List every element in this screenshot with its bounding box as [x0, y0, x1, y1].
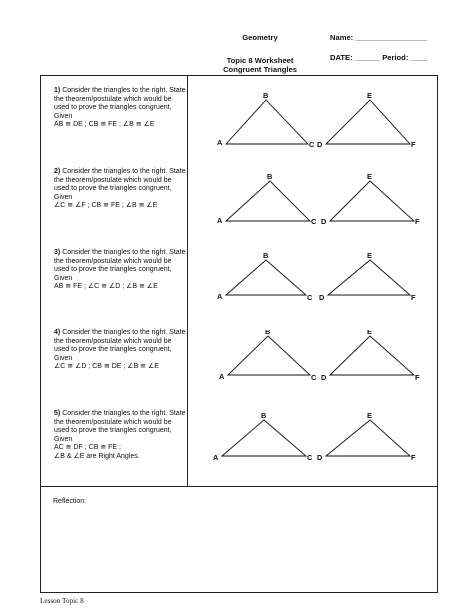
vertex-label: F	[415, 217, 420, 226]
vertex-label: B	[263, 251, 269, 260]
vertex-label: B	[267, 172, 273, 181]
vertex-label: F	[411, 453, 416, 462]
vertex-label: E	[367, 411, 372, 420]
vertex-label: A	[219, 372, 225, 381]
triangle-figure-5	[188, 410, 438, 490]
problem-text: Consider the triangles to the right. State the theorem/postulate which would be used to prove the triangles congruent, Given	[54, 410, 186, 443]
problem-number: 5)	[54, 410, 61, 417]
problem-1	[54, 87, 186, 130]
problem-given: ∠C ≅ ∠D ; CB ≅ DE ; ∠B ≅ ∠E	[54, 363, 159, 371]
vertex-label: E	[367, 91, 372, 100]
problem-text: Consider the triangles to the right. State the theorem/postulate which would be used to prove the triangles congruent, Given	[54, 249, 186, 282]
worksheet-title-line: Topic 8 Worksheet	[226, 56, 294, 65]
problem-given: AB ≅ FE ; ∠C ≅ ∠D ; ∠B ≅ ∠E	[54, 283, 158, 291]
vertex-label: C	[307, 293, 313, 302]
problem-number: 4)	[54, 329, 61, 336]
vertex-label: F	[411, 293, 416, 302]
worksheet-table	[40, 75, 438, 593]
vertex-label: D	[317, 140, 323, 149]
problem-text: Consider the triangles to the right. State the theorem/postulate which would be used to prove the triangles congruent, Given	[54, 87, 186, 120]
vertex-label: D	[319, 293, 325, 302]
vertex-label: C	[311, 217, 317, 226]
triangle-figure-3	[188, 250, 438, 330]
problem-text: Consider the triangles to the right. State the theorem/postulate which would be used to prove the triangles congruent, Given	[54, 329, 186, 362]
vertex-label: E	[367, 330, 372, 336]
problem-4	[54, 329, 186, 372]
vertex-label: F	[415, 373, 420, 382]
name-field[interactable]: Name: _________________	[330, 33, 428, 42]
date-period-field[interactable]: DATE: ______ Period: ____	[330, 53, 428, 62]
subject-heading: Geometry	[242, 33, 278, 42]
problem-given: AC ≅ DF ; CB ≅ FE ;	[54, 444, 121, 452]
problem-given: ∠C ≅ ∠F ; CB ≅ FE ; ∠B ≅ ∠E	[54, 202, 158, 210]
vertex-label: E	[367, 251, 372, 260]
problem-number: 1)	[54, 87, 61, 94]
vertex-label: D	[321, 217, 327, 226]
problem-given: AB ≅ DE ; CB ≅ FE ; ∠B ≅ ∠E	[54, 121, 155, 129]
page-footer: Lesson Topic 8	[40, 597, 84, 605]
problem-3	[54, 249, 186, 292]
vertex-label: D	[317, 453, 323, 462]
vertex-label: B	[265, 330, 271, 336]
vertex-label: A	[217, 138, 223, 147]
vertex-label: C	[309, 140, 315, 149]
vertex-label: A	[217, 216, 223, 225]
triangle-figure-2	[188, 169, 438, 249]
vertex-label: C	[307, 453, 313, 462]
vertex-label: B	[263, 91, 269, 100]
vertex-label: F	[411, 140, 416, 149]
problem-2	[54, 168, 186, 211]
vertex-label: C	[311, 373, 317, 382]
problem-number: 3)	[54, 249, 61, 256]
problem-number: 2)	[54, 168, 61, 175]
vertex-label: E	[367, 172, 372, 181]
worksheet-subtitle: Congruent Triangles	[223, 65, 297, 74]
vertex-label: A	[213, 453, 219, 462]
vertex-label: A	[217, 292, 223, 301]
reflection-label: Reflection:	[53, 498, 87, 505]
triangle-figure-1	[188, 88, 438, 168]
problem-text: Consider the triangles to the right. State the theorem/postulate which would be used to prove the triangles congruent, Given	[54, 168, 186, 201]
worksheet-title	[190, 56, 330, 74]
vertex-label: B	[261, 411, 267, 420]
triangle-figure-4	[188, 330, 438, 410]
problem-given-2: ∠B & ∠E are Right Angles.	[54, 452, 140, 460]
vertex-label: D	[321, 373, 327, 382]
problem-5	[54, 410, 186, 462]
